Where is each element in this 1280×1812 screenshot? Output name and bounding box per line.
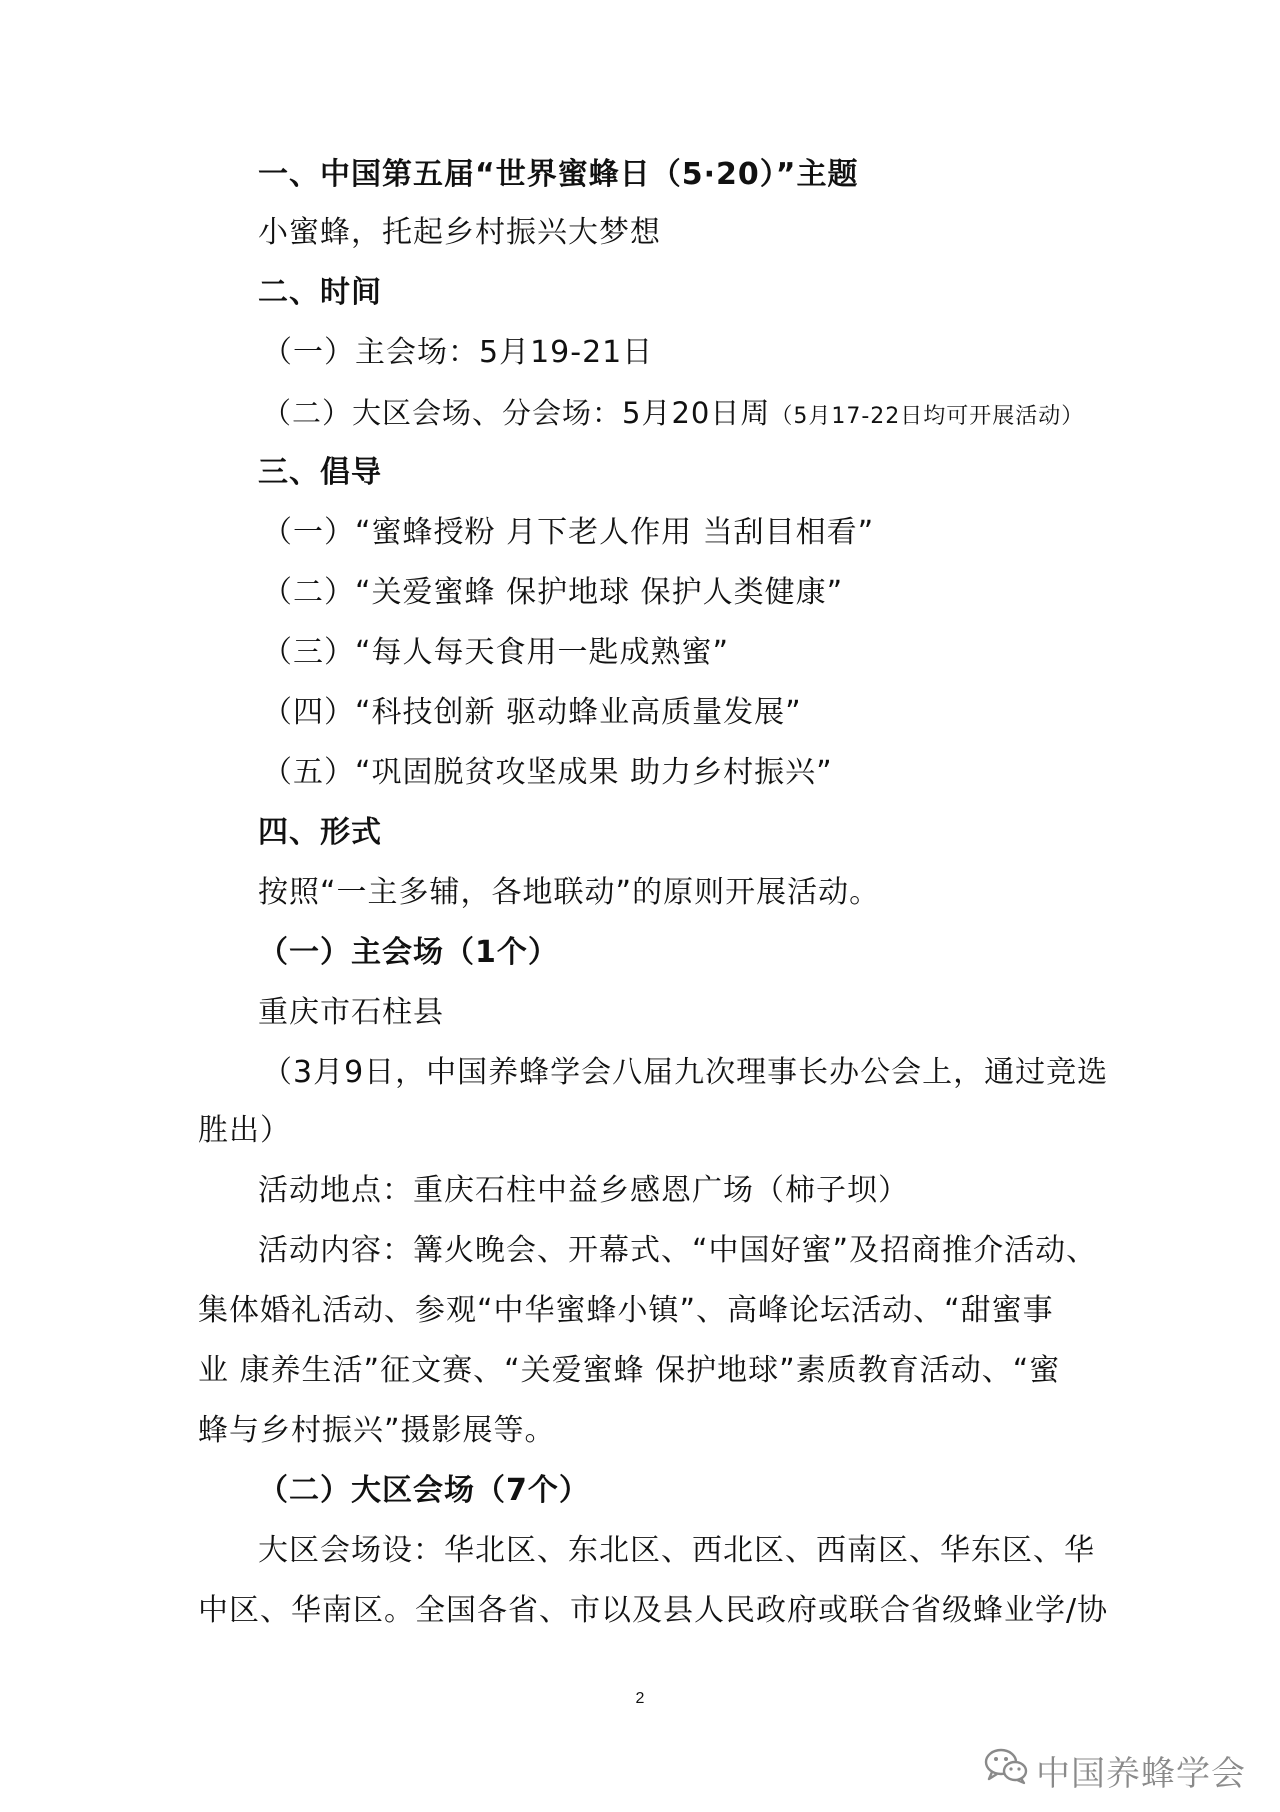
- advocacy-item: （二）“关爱蜜蜂 保护地球 保护人类健康”: [262, 575, 844, 610]
- activity-content: 活动内容：篝火晚会、开幕式、“中国好蜜”及招商推介活动、: [258, 1233, 1098, 1268]
- section-heading-advocacy: 三、倡导: [258, 455, 382, 490]
- subheading-regional-venue: （二）大区会场（7个）: [258, 1473, 590, 1508]
- regional-venue-text-continued: 中区、华南区。全国各省、市以及县人民政府或联合省级蜂业学/协: [198, 1593, 1109, 1628]
- time-regional-venue-note: （5月17-22日均可开展活动）: [770, 404, 1085, 429]
- wechat-icon: [984, 1747, 1036, 1794]
- regional-venue-text: 大区会场设：华北区、东北区、西北区、西南区、华东区、华: [258, 1533, 1095, 1568]
- main-venue-note: （3月9日，中国养蜂学会八届九次理事长办公会上，通过竞选: [262, 1055, 1109, 1090]
- advocacy-item: （一）“蜜蜂授粉 月下老人作用 当刮目相看”: [262, 515, 875, 550]
- time-main-venue: （一）主会场：5月19-21日: [262, 335, 654, 370]
- subheading-main-venue: （一）主会场（1个）: [258, 935, 559, 970]
- section-heading-format: 四、形式: [258, 815, 382, 850]
- page-number: 2: [635, 1690, 645, 1707]
- time-regional-venue-text: （二）大区会场、分会场：5月20日周: [262, 396, 771, 430]
- watermark-text: 中国养蜂学会: [1036, 1754, 1246, 1794]
- advocacy-item: （五）“巩固脱贫攻坚成果 助力乡村振兴”: [262, 755, 833, 790]
- advocacy-item: （三）“每人每天食用一匙成熟蜜”: [262, 635, 730, 670]
- section-heading-theme: 一、中国第五届“世界蜜蜂日（5·20）”主题: [258, 157, 859, 192]
- theme-text: 小蜜蜂，托起乡村振兴大梦想: [258, 215, 661, 250]
- activity-content-continued: 业 康养生活”征文赛、“关爱蜜蜂 保护地球”素质教育活动、“蜜: [198, 1353, 1061, 1388]
- main-venue-note-continued: 胜出）: [198, 1113, 291, 1148]
- main-venue-location: 重庆市石柱县: [258, 995, 444, 1030]
- time-regional-venue: [262, 393, 1084, 437]
- activity-content-continued: 集体婚礼活动、参观“中华蜜蜂小镇”、高峰论坛活动、“甜蜜事: [198, 1293, 1054, 1328]
- watermark: [984, 1746, 1246, 1795]
- format-principle: 按照“一主多辅，各地联动”的原则开展活动。: [258, 875, 881, 910]
- activity-location: 活动地点：重庆石柱中益乡感恩广场（柿子坝）: [258, 1173, 909, 1208]
- section-heading-time: 二、时间: [258, 275, 382, 310]
- advocacy-item: （四）“科技创新 驱动蜂业高质量发展”: [262, 695, 802, 730]
- activity-content-continued: 蜂与乡村振兴”摄影展等。: [198, 1413, 556, 1448]
